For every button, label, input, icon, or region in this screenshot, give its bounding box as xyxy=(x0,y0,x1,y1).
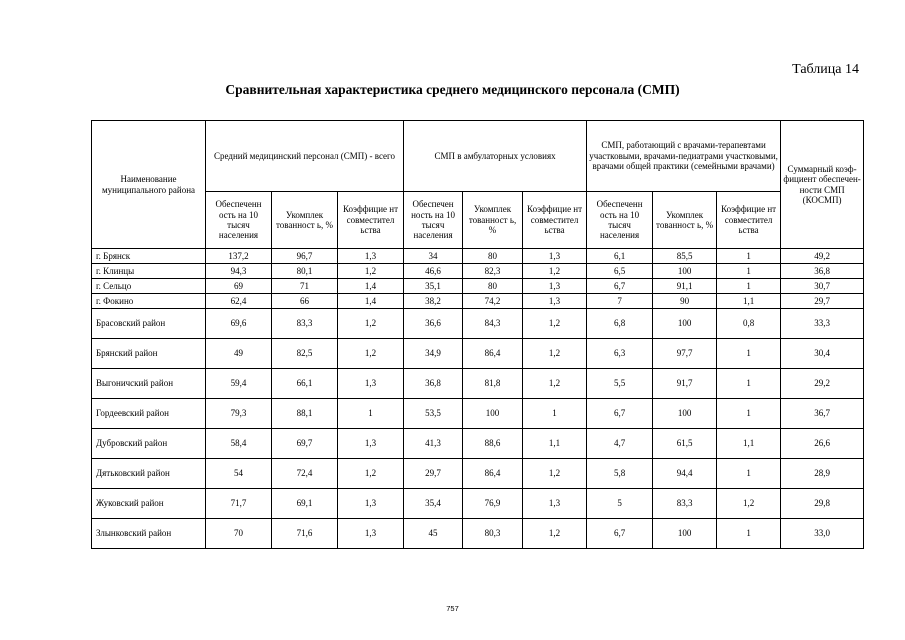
table-cell: 29,2 xyxy=(781,369,864,399)
data-table xyxy=(91,120,864,549)
table-cell: 1,2 xyxy=(523,369,587,399)
table-cell: 36,8 xyxy=(781,264,864,279)
table-cell: 69,6 xyxy=(206,309,272,339)
table-cell: 1 xyxy=(717,264,781,279)
table-cell: 1,3 xyxy=(523,249,587,264)
table-cell: 45 xyxy=(404,519,463,549)
table-cell: 34 xyxy=(404,249,463,264)
table-cell: 86,4 xyxy=(463,339,523,369)
table-cell: 100 xyxy=(653,309,717,339)
table-cell: 71 xyxy=(272,279,338,294)
table-cell: 1 xyxy=(717,339,781,369)
table-cell: 69,7 xyxy=(272,429,338,459)
table-cell: 81,8 xyxy=(463,369,523,399)
table-cell: 1,2 xyxy=(523,264,587,279)
table-cell: 85,5 xyxy=(653,249,717,264)
table-row xyxy=(92,294,864,309)
table-cell: 82,5 xyxy=(272,339,338,369)
table-cell: 100 xyxy=(653,264,717,279)
table-cell: 36,8 xyxy=(404,369,463,399)
header-total-kosmp: Суммарный коэф-фициент обеспечен-ности СМП (КОСМП) xyxy=(781,121,864,249)
table-cell: 96,7 xyxy=(272,249,338,264)
table-cell: 5,8 xyxy=(587,459,653,489)
table-cell: 80,3 xyxy=(463,519,523,549)
table-cell: 76,9 xyxy=(463,489,523,519)
table-cell: 1,1 xyxy=(717,294,781,309)
header-name: Наименование муниципального района xyxy=(92,121,206,249)
table-cell: 72,4 xyxy=(272,459,338,489)
row-name: Дятьковский район xyxy=(92,459,206,489)
table-cell: 1 xyxy=(717,399,781,429)
table-cell: 6,1 xyxy=(587,249,653,264)
table-cell: 41,3 xyxy=(404,429,463,459)
header-sub: Обеспечен ность на 10 тысяч населения xyxy=(404,192,463,249)
table-cell: 100 xyxy=(653,519,717,549)
table-cell: 49,2 xyxy=(781,249,864,264)
row-name: г. Брянск xyxy=(92,249,206,264)
table-cell: 28,9 xyxy=(781,459,864,489)
header-sub: Укомплек тованност ь, % xyxy=(653,192,717,249)
row-name: г. Фокино xyxy=(92,294,206,309)
table-row xyxy=(92,429,864,459)
table-row xyxy=(92,459,864,489)
table-cell: 4,7 xyxy=(587,429,653,459)
table-row xyxy=(92,369,864,399)
table-row xyxy=(92,249,864,264)
header-row-groups xyxy=(92,121,864,192)
table-cell: 29,7 xyxy=(781,294,864,309)
header-group-smp-total: Средний медицинский персонал (СМП) - всего xyxy=(206,121,404,192)
table-cell: 29,7 xyxy=(404,459,463,489)
table-cell: 80 xyxy=(463,249,523,264)
table-cell: 90 xyxy=(653,294,717,309)
table-cell: 36,6 xyxy=(404,309,463,339)
table-cell: 137,2 xyxy=(206,249,272,264)
table-cell: 1,2 xyxy=(717,489,781,519)
header-sub: Коэффицие нт совместител ьства xyxy=(523,192,587,249)
header-sub: Коэффицие нт совместител ьства xyxy=(717,192,781,249)
table-cell: 5,5 xyxy=(587,369,653,399)
table-row xyxy=(92,309,864,339)
header-group-smp-district: СМП, работающий с врачами-терапевтами участковыми, врачами-педиатрами участковыми, врачами общей практики (семейными врачами) xyxy=(587,121,781,192)
table-cell: 30,4 xyxy=(781,339,864,369)
table-cell: 1,2 xyxy=(523,309,587,339)
table-row xyxy=(92,399,864,429)
table-cell: 84,3 xyxy=(463,309,523,339)
table-cell: 54 xyxy=(206,459,272,489)
table-row xyxy=(92,264,864,279)
table-cell: 1,4 xyxy=(338,279,404,294)
table-cell: 1,2 xyxy=(338,339,404,369)
table-cell: 1,1 xyxy=(717,429,781,459)
table-row xyxy=(92,489,864,519)
table-cell: 91,7 xyxy=(653,369,717,399)
table-cell: 62,4 xyxy=(206,294,272,309)
table-cell: 1 xyxy=(717,369,781,399)
table-cell: 94,4 xyxy=(653,459,717,489)
table-caption: Таблица 14 xyxy=(792,62,859,77)
row-name: г. Сельцо xyxy=(92,279,206,294)
table-cell: 97,7 xyxy=(653,339,717,369)
table-cell: 49 xyxy=(206,339,272,369)
table-cell: 1,3 xyxy=(523,489,587,519)
table-cell: 1 xyxy=(338,399,404,429)
table-cell: 1,3 xyxy=(338,519,404,549)
table-cell: 1,3 xyxy=(523,279,587,294)
table-cell: 91,1 xyxy=(653,279,717,294)
row-name: Гордеевский район xyxy=(92,399,206,429)
table-cell: 1,3 xyxy=(523,294,587,309)
table-cell: 29,8 xyxy=(781,489,864,519)
table-cell: 1,2 xyxy=(523,459,587,489)
table-cell: 79,3 xyxy=(206,399,272,429)
table-cell: 100 xyxy=(463,399,523,429)
table-cell: 1 xyxy=(717,519,781,549)
header-group-smp-ambulatory: СМП в амбулаторных условиях xyxy=(404,121,587,192)
table-cell: 1,3 xyxy=(338,249,404,264)
table-cell: 1,3 xyxy=(338,489,404,519)
table-cell: 6,5 xyxy=(587,264,653,279)
table-cell: 1 xyxy=(523,399,587,429)
table-cell: 88,6 xyxy=(463,429,523,459)
header-row-subcolumns xyxy=(92,192,864,249)
table-cell: 1 xyxy=(717,279,781,294)
row-name: Выгоничский район xyxy=(92,369,206,399)
table-cell: 100 xyxy=(653,399,717,429)
table-cell: 1 xyxy=(717,459,781,489)
table-cell: 36,7 xyxy=(781,399,864,429)
table-cell: 46,6 xyxy=(404,264,463,279)
table-cell: 83,3 xyxy=(272,309,338,339)
table-cell: 1,2 xyxy=(338,309,404,339)
table-cell: 86,4 xyxy=(463,459,523,489)
table-cell: 1,2 xyxy=(523,519,587,549)
table-cell: 34,9 xyxy=(404,339,463,369)
table-cell: 6,7 xyxy=(587,399,653,429)
table-cell: 71,6 xyxy=(272,519,338,549)
table-cell: 80 xyxy=(463,279,523,294)
table-cell: 53,5 xyxy=(404,399,463,429)
table-cell: 59,4 xyxy=(206,369,272,399)
table-cell: 1 xyxy=(717,249,781,264)
table-cell: 1,3 xyxy=(338,429,404,459)
row-name: Жуковский район xyxy=(92,489,206,519)
table-cell: 94,3 xyxy=(206,264,272,279)
table-cell: 1,2 xyxy=(338,264,404,279)
table-cell: 66,1 xyxy=(272,369,338,399)
table-cell: 26,6 xyxy=(781,429,864,459)
table-cell: 1,2 xyxy=(338,459,404,489)
table-cell: 6,8 xyxy=(587,309,653,339)
table-cell: 1,2 xyxy=(523,339,587,369)
table-cell: 83,3 xyxy=(653,489,717,519)
table-cell: 6,3 xyxy=(587,339,653,369)
table-cell: 69 xyxy=(206,279,272,294)
table-cell: 82,3 xyxy=(463,264,523,279)
table-cell: 88,1 xyxy=(272,399,338,429)
row-name: Брасовский район xyxy=(92,309,206,339)
header-sub: Укомплек тованност ь, % xyxy=(272,192,338,249)
table-cell: 70 xyxy=(206,519,272,549)
table-cell: 6,7 xyxy=(587,519,653,549)
table-cell: 58,4 xyxy=(206,429,272,459)
row-name: Брянский район xyxy=(92,339,206,369)
table-cell: 35,4 xyxy=(404,489,463,519)
page-title: Сравнительная характеристика среднего медицинского персонала (СМП) xyxy=(225,82,680,97)
table-cell: 6,7 xyxy=(587,279,653,294)
table-cell: 35,1 xyxy=(404,279,463,294)
table-cell: 30,7 xyxy=(781,279,864,294)
table-cell: 1,3 xyxy=(338,369,404,399)
table-row xyxy=(92,339,864,369)
table-cell: 0,8 xyxy=(717,309,781,339)
page-number: 757 xyxy=(446,604,459,613)
table-cell: 71,7 xyxy=(206,489,272,519)
table-cell: 66 xyxy=(272,294,338,309)
table-cell: 7 xyxy=(587,294,653,309)
table-cell: 61,5 xyxy=(653,429,717,459)
table-cell: 5 xyxy=(587,489,653,519)
header-sub: Коэффицие нт совместител ьства xyxy=(338,192,404,249)
table-cell: 74,2 xyxy=(463,294,523,309)
row-name: Дубровский район xyxy=(92,429,206,459)
table-row xyxy=(92,519,864,549)
table-cell: 69,1 xyxy=(272,489,338,519)
header-sub: Обеспеченн ость на 10 тысяч населения xyxy=(206,192,272,249)
table-cell: 80,1 xyxy=(272,264,338,279)
header-sub: Обеспеченн ость на 10 тысяч населения xyxy=(587,192,653,249)
table-cell: 33,0 xyxy=(781,519,864,549)
table-row xyxy=(92,279,864,294)
row-name: г. Клинцы xyxy=(92,264,206,279)
header-sub: Укомплек тованност ь, % xyxy=(463,192,523,249)
table-cell: 38,2 xyxy=(404,294,463,309)
table-cell: 1,4 xyxy=(338,294,404,309)
row-name: Злынковский район xyxy=(92,519,206,549)
table-cell: 1,1 xyxy=(523,429,587,459)
table-cell: 33,3 xyxy=(781,309,864,339)
